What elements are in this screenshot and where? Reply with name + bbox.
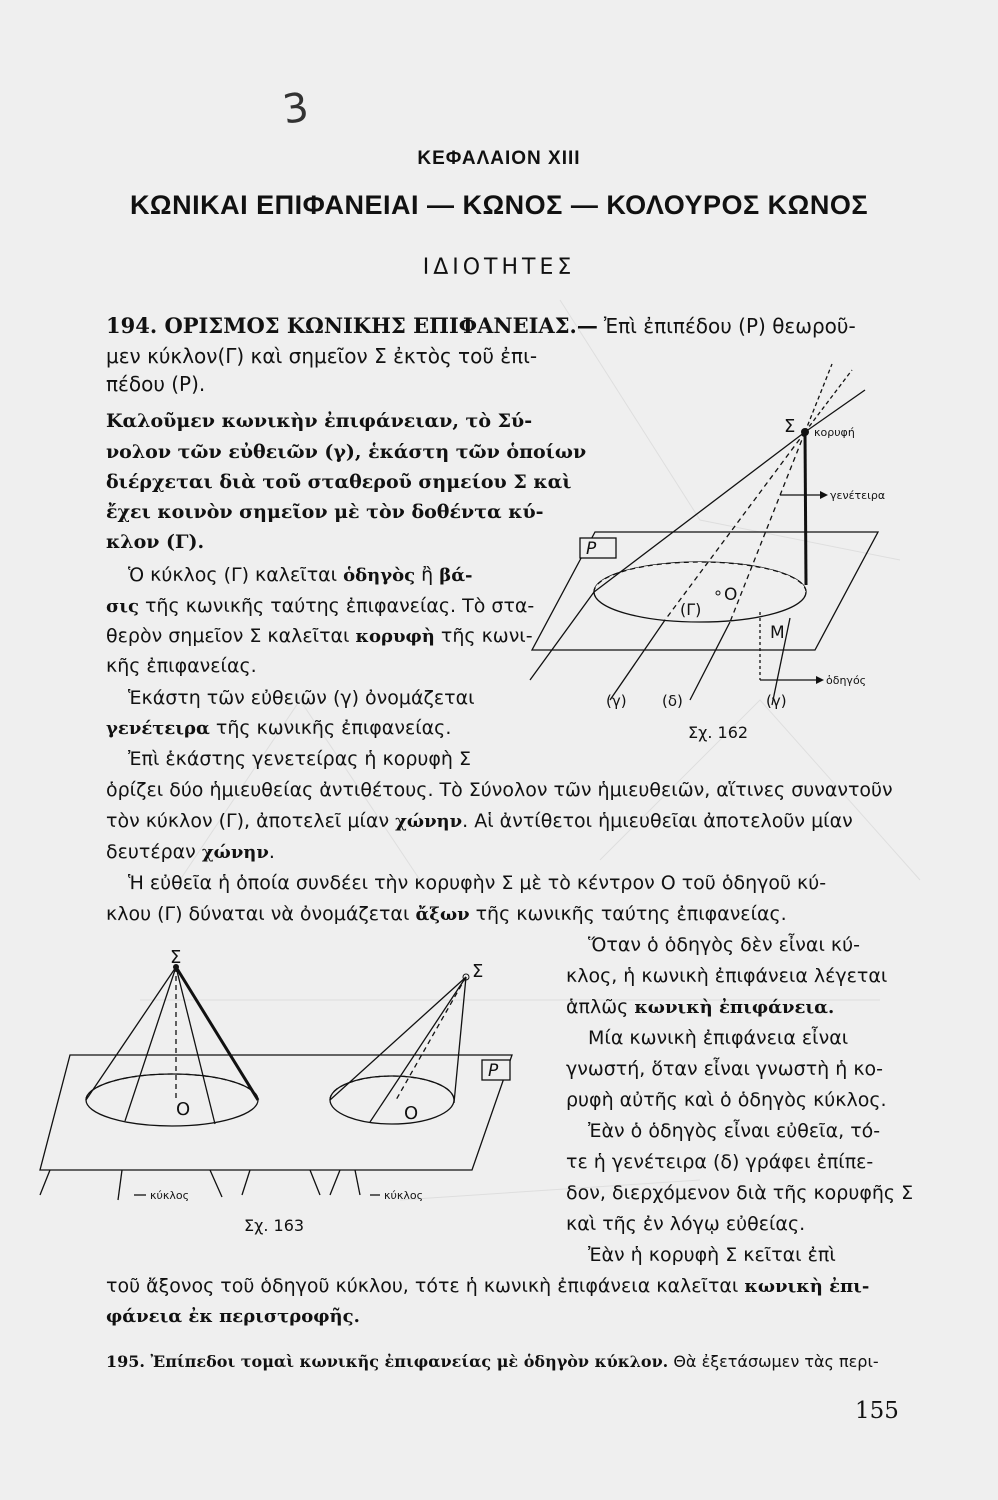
fig163-leg4	[242, 1170, 250, 1195]
p194-d5: κλον (Γ).	[106, 531, 205, 553]
fig162-point: M	[770, 623, 785, 643]
fig163-leg1	[40, 1170, 50, 1195]
fig162-gen-right	[805, 432, 806, 585]
fig162-base-back	[594, 562, 806, 592]
p194-r2: κλος, ἡ κωνικὴ ἐπιφάνεια λέγεται	[566, 965, 888, 987]
p194-l3: πέδου (Ρ).	[106, 372, 206, 396]
p194-r8: τε ἡ γενέτειρα (δ) γράφει ἐπίπε-	[566, 1151, 874, 1173]
p194-e2b: τῆς κωνικῆς ταύτης ἐπιφανείας. Τὸ στα-	[138, 595, 535, 617]
fig162-center: O	[724, 585, 738, 605]
fig162-caption: Σχ. 162	[688, 723, 749, 742]
p194-h4a: δευτέραν	[106, 841, 202, 863]
p194-e3b: κορυφὴ	[355, 626, 435, 647]
p194-h3c: . Αἱ ἀντίθετοι ἡμιευθεῖαι ἀποτελοῦν μίαν	[462, 810, 853, 832]
p194-g2a: γενέτειρα	[106, 718, 210, 739]
fig162-up1	[805, 370, 852, 432]
p194-e2a: σις	[106, 596, 139, 617]
p194-r3b: κωνικὴ ἐπιφάνεια.	[634, 997, 835, 1018]
p194-d3: διέρχεται διὰ τοῦ σταθεροῦ σημείου Σ καὶ	[106, 471, 572, 493]
fig162-ext3	[690, 622, 730, 700]
fig163-circle-label2: κύκλος	[384, 1189, 424, 1202]
fig162-circle: (Γ)	[680, 600, 702, 619]
p194-e1b: ὁδηγὸς	[343, 565, 416, 586]
fig163-leg5	[310, 1170, 320, 1195]
p194-a2a: κλου (Γ) δύναται νὰ ὀνομάζεται	[106, 903, 416, 925]
p194-e1a: Ὁ κύκλος (Γ) καλεῖται	[128, 564, 344, 586]
p194-d1: Καλοῦμεν κωνικὴν ἐπιφάνειαν, τὸ Σύ-	[106, 410, 533, 432]
p194-h3	[106, 809, 853, 834]
chapter-title: ΚΩΝΙΚΑΙ ΕΠΙΦΑΝΕΙΑΙ — ΚΩΝΟΣ — ΚΟΛΟΥΡΟΣ ΚΩΝΟΣ	[129, 190, 869, 220]
p194-a1: Ἡ εὐθεῖα ἡ ὁποία συνδέει τὴν κορυφὴν Σ μὲ τὸ κέντρον Ο τοῦ ὁδηγοῦ κύ-	[128, 872, 827, 894]
fig163-center2: O	[404, 1103, 419, 1124]
p194-r1: Ὅταν ὁ ὁδηγὸς δὲν εἶναι κύ-	[588, 934, 860, 956]
p194-r4: Μία κωνικὴ ἐπιφάνεια εἶναι	[588, 1027, 849, 1049]
p194-f2: φάνεια ἐκ περιστροφῆς.	[106, 1306, 360, 1327]
p195-heading: 195. Ἐπίπεδοι τομαὶ κωνικῆς ἐπιφανείας μὲ ὁδηγὸν κύκλον.	[106, 1352, 669, 1371]
p194-r3a: ἁπλῶς	[566, 996, 635, 1018]
p194-l2: μεν κύκλον(Γ) καὶ σημεῖον Σ ἐκτὸς τοῦ ἐπι-	[106, 344, 538, 368]
p194-a2c: τῆς κωνικῆς ταύτης ἐπιφανείας.	[469, 903, 787, 925]
p194-e4: κῆς ἐπιφανείας.	[106, 655, 257, 677]
fig163-leg7	[355, 1170, 360, 1195]
p194-f1b: κωνικὴ ἐπι-	[744, 1276, 870, 1297]
p194-h4c: .	[268, 841, 275, 863]
p194-d2: νολον τῶν εὐθειῶν (γ), ἑκάστη τῶν ὁποίων	[106, 441, 587, 463]
p194-e1d: βά-	[439, 565, 473, 586]
p194-h3a: τὸν κύκλον (Γ), ἀποτελεῖ μίαν	[106, 810, 396, 832]
p194-g1: Ἑκάστη τῶν εὐθειῶν (γ) ὀνομάζεται	[128, 687, 475, 709]
fig162-arrowhead-gen	[820, 491, 828, 499]
p194-g2b: τῆς κωνικῆς ἐπιφανείας.	[209, 717, 452, 739]
p194-h3b: χώνην	[395, 811, 463, 832]
p194-r11: Ἐὰν ἡ κορυφὴ Σ κεῖται ἐπὶ	[588, 1244, 836, 1266]
fig162-plane-label: P	[586, 539, 597, 559]
section-title: ΙΔΙΟΤΗΤΕΣ	[422, 255, 576, 280]
p194-a2b: ἄξων	[415, 904, 470, 925]
fig163-circle-label1: κύκλος	[150, 1189, 190, 1202]
p194-line1	[106, 314, 856, 339]
p194-l1: Ἐπὶ ἐπιπέδου (Ρ) θεωροῦ-	[603, 314, 856, 338]
fig162-line1: (γ)	[606, 692, 627, 710]
page-number: 155	[855, 1398, 899, 1424]
fig162-vertex-label: κορυφή	[814, 426, 855, 439]
p194-g2	[106, 716, 451, 741]
p194-r6: ρυφὴ αὐτῆς καὶ ὁ ὁδηγὸς κύκλος.	[566, 1089, 887, 1111]
p194-e3a: θερὸν σημεῖον Σ καλεῖται	[106, 625, 356, 647]
p194-f1a: τοῦ ἄξονος τοῦ ὁδηγοῦ κύκλου, τότε ἡ κωνικὴ ἐπιφάνεια καλεῖται	[106, 1275, 745, 1297]
p194-e1c: ἢ	[415, 564, 440, 586]
p195-line	[106, 1349, 879, 1374]
figure-163	[30, 945, 530, 1240]
p194-h2: ὁρίζει δύο ἡμιευθείας ἀντιθέτους. Τὸ Σύνολον τῶν ἡμιευθειῶν, αἵτινες συναντοῦν	[106, 779, 893, 801]
fig163-plane-label: P	[488, 1061, 499, 1081]
fig162-vertex: Σ	[784, 416, 796, 437]
fig163-center1: O	[176, 1099, 191, 1120]
fig162-line2: (δ)	[662, 692, 683, 710]
p194-e3	[106, 624, 533, 649]
p194-h4b: χώνην	[201, 842, 269, 863]
p194-a2	[106, 902, 787, 927]
figure-162	[520, 350, 900, 750]
p194-r9: δον, διερχόμενον διὰ τῆς κορυφῆς Σ	[566, 1182, 914, 1204]
p194-r3	[566, 995, 834, 1020]
p194-r10: καὶ τῆς ἐν λόγῳ εὐθείας.	[566, 1213, 806, 1235]
handwritten-mark: 3	[279, 84, 312, 134]
fig163-vertex1: Σ	[170, 947, 182, 968]
fig162-arrowhead-guide	[816, 676, 824, 684]
fig162-ext2	[610, 620, 665, 700]
fig163-leg3	[210, 1170, 222, 1197]
fig163-leg6	[330, 1170, 340, 1195]
fig162-line3: (γ)	[766, 692, 787, 710]
p194-h1: Ἐπὶ ἑκάστης γενετείρας ἡ κορυφὴ Σ	[128, 748, 472, 770]
p195-text: Θὰ ἐξετάσωμεν τὰς περι-	[668, 1352, 879, 1371]
p194-e2	[106, 594, 534, 619]
fig162-vertex-dot	[801, 428, 809, 436]
fig163-vertex2: Σ	[472, 961, 484, 982]
p194-d4: ἔχει κοινὸν σημεῖον μὲ τὸν δοθέντα κύ-	[106, 501, 544, 523]
fig163-caption: Σχ. 163	[244, 1216, 305, 1235]
p194-heading: 194. ΟΡΙΣΜΟΣ ΚΩΝΙΚΗΣ ΕΠΙΦΑΝΕΙΑΣ.—	[106, 313, 598, 338]
chapter-label: ΚΕΦΑΛΑΙΟΝ XIII	[417, 148, 581, 169]
fig163-leg2	[118, 1170, 122, 1200]
p194-r5: γνωστή, ὅταν εἶναι γνωστὴ ἡ κο-	[566, 1058, 884, 1080]
p194-e1	[128, 563, 473, 588]
fig162-generatrix-label: γενέτειρα	[830, 489, 886, 502]
p194-f1	[106, 1274, 869, 1299]
p194-r7: Ἐὰν ὁ ὁδηγὸς εἶναι εὐθεῖα, τό-	[588, 1120, 881, 1142]
fig162-guide-label: ὁδηγός	[826, 674, 867, 687]
p194-h4	[106, 840, 275, 865]
p194-e3c: τῆς κωνι-	[434, 625, 533, 647]
